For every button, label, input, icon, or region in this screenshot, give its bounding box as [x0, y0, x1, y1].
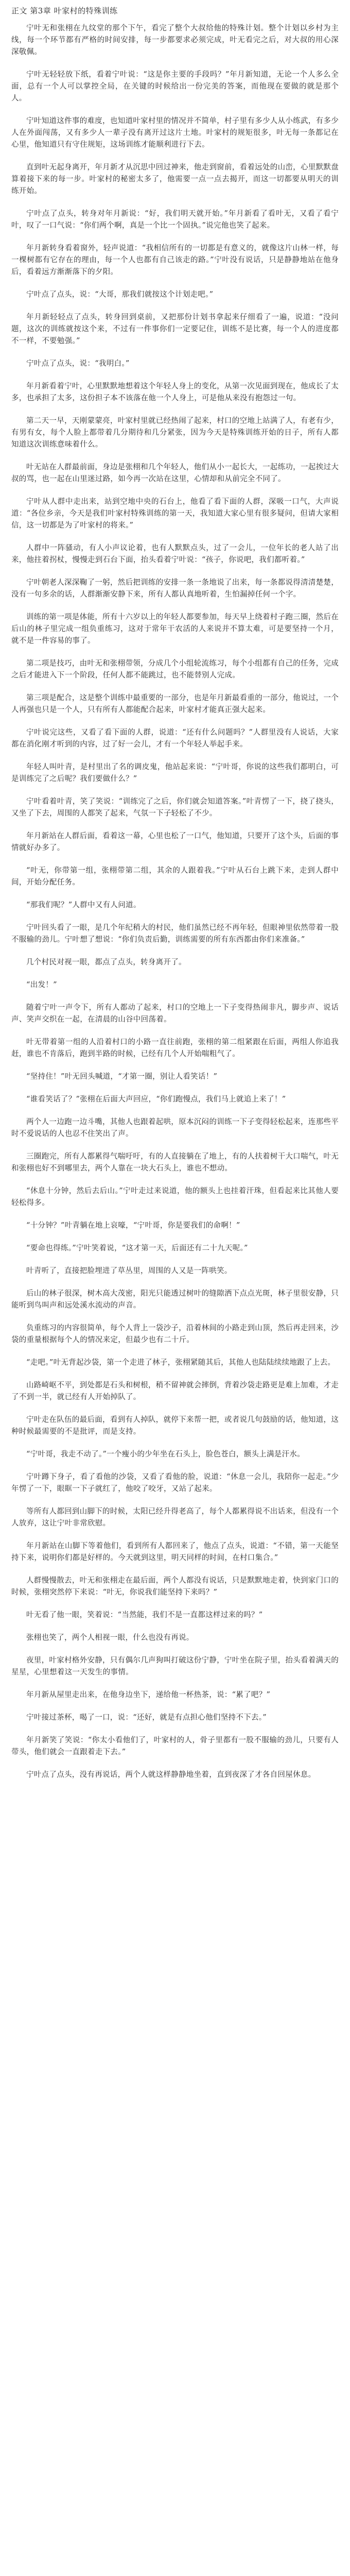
- paragraph: 宁叶从人群中走出来，站到空地中央的石台上，他看了看下面的人群，深吸一口气，大声说道：“各位乡亲，今天是我们叶家村特殊训练的第一天，我知道大家心里有很多疑问，但请大家相信，这一切都是为了叶家村的将来。”: [11, 498, 339, 530]
- paragraph: 宁叶接过茶杯，喝了一口，说：“还好，就是有点担心他们坚持不下去。”: [26, 1714, 267, 1722]
- paragraph: 宁叶点了点头，转身对年月新说：“好，我们明天就开始。”年月新看了看叶无，又看了看宁叶，叹了一口气说：“你们两个啊，真是一个比一个固执。”说完他也笑了起来。: [11, 210, 339, 230]
- paragraph: “休息十分钟，然后去后山。”宁叶走过来说道，他的额头上也挂着汗珠，但看起来比其他人要轻松得多。: [11, 1187, 339, 1207]
- paragraph: 叶无带着第一组的人沿着村口的小路一直往前跑，张栩的第二组紧跟在后面，两组人你追我赶，谁也不肯落后，跑到半路的时候，已经有几个人开始喘粗气了。: [11, 1038, 339, 1058]
- paragraph: 宁叶看着叶青，笑了笑说：“训练完了之后，你们就会知道答案。”叶青愣了一下，挠了挠头，又坐了下去，周围的人都笑了起来，气氛一下子轻松了不少。: [11, 798, 339, 818]
- paragraph: 等所有人都回到山脚下的时候，太阳已经升得老高了，每个人都累得说不出话来，但没有一个人放弃，这让宁叶非常欣慰。: [11, 1507, 339, 1528]
- paragraph: 三圈跑完，所有人都累得气喘吁吁，有的人直接躺在了地上，有的人扶着树干大口喘气，叶无和张栩也好不到哪里去，两个人靠在一块大石头上，谁也不想动。: [11, 1153, 339, 1173]
- paragraph: “宁叶哥，我走不动了。”一个瘦小的少年坐在石头上，脸色苍白，额头上满是汗水。: [26, 1450, 305, 1459]
- paragraph: “坚持住！”叶无回头喊道，“才第一圈，别让人看笑话！”: [26, 1073, 218, 1081]
- paragraph: 年月新站在人群后面，看着这一幕，心里也松了一口气，他知道，只要开了这个头，后面的事情就好办多了。: [11, 832, 339, 852]
- paragraph: 宁叶说完这些，又看了看下面的人群，说道：“还有什么问题吗？”人群里没有人说话，大家都在消化刚才听到的内容，过了好一会儿，才有一个年轻人举起手来。: [11, 728, 339, 749]
- paragraph: 直到叶无起身离开，年月新才从沉思中回过神来，他走到窗前，看着远处的山峦，心里默默盘算着接下来的每一步。叶家村的秘密太多了，他需要一点一点去揭开，而这一切都要从明天的训练开始。: [11, 163, 339, 195]
- paragraph: 年月新看着宁叶，心里默默地想着这个年轻人身上的变化，从第一次见面到现在，他成长了太多，也承担了太多，这份担子本不该落在他一个人身上，可是他从来没有抱怨过一句。: [11, 382, 339, 402]
- paragraph: 年月新从屋里走出来，在他身边坐下，递给他一杯热茶，说：“累了吧？”: [26, 1691, 271, 1699]
- paragraph: 负重练习的内容很简单，每个人背上一袋沙子，沿着林间的小路走到山顶，然后再走回来，沙袋的重量根据每个人的情况来定，但最少也有二十斤。: [11, 1324, 339, 1344]
- paragraph: 宁叶无轻轻放下纸，看着宁叶说：“这是你主要的手段吗？”年月新知道，无论一个人多么全面，总有一个人可以掌控全局，在关键的时候给出一份完美的答案，而他现在要做的就是那个人。: [11, 71, 339, 103]
- paragraph: 几个村民对视一眼，都点了点头，转身离开了。: [26, 958, 186, 967]
- paragraph: 宁叶点了点头，说：“我明白。”: [26, 360, 130, 368]
- paragraph: 第二天一早，天刚蒙蒙亮，叶家村里就已经热闹了起来，村口的空地上站满了人，有老有少，有男有女，每个人脸上都带着几分期待和几分紧张，因为今天是特殊训练开始的日子，所有人都知道这次训练意味着什么。: [11, 417, 339, 449]
- paragraph: 年月新站在山脚下等着他们，看到所有人都回来了，他点了点头，说道：“不错，第一天能坚持下来，说明你们都是好样的。今天就到这里，明天同样的时间，在村口集合。”: [11, 1542, 339, 1562]
- paragraph: 叶青听了，直接把脸埋进了草丛里，周围的人又是一阵哄笑。: [26, 1267, 232, 1275]
- paragraph: 宁叶知道这件事的难度，也知道叶家村里的情况并不简单，村子里有多少人从小练武，有多少人在外面闯荡，又有多少人一辈子没有离开过这片土地。叶家村的规矩很多，叶无每一条都记在心里，他知道只有守住规矩，这场训练才能顺利进行下去。: [11, 117, 339, 149]
- paragraph: 后山的林子很深，树木高大茂密，阳光只能透过树叶的缝隙洒下点点光斑，林子里很安静，只能听到鸟叫声和远处溪水流动的声音。: [11, 1290, 339, 1310]
- paragraph: 年轻人叫叶青，是村里出了名的调皮鬼，他站起来说：“宁叶哥，你说的这些我们都明白，可是训练完了之后呢？我们要做什么？”: [11, 763, 339, 783]
- paragraph: 第三项是配合，这是整个训练中最重要的一部分，也是年月新最看重的一部分，他说过，一个人再强也只是一个人，只有所有人都能配合起来，叶家村才能真正强大起来。: [11, 694, 339, 714]
- paragraph: “出发！”: [26, 981, 57, 989]
- paragraph: “走吧。”叶无背起沙袋，第一个走进了林子，张栩紧随其后，其他人也陆陆续续地跟了上去。: [26, 1359, 336, 1367]
- paragraph: 宁叶走在队伍的最后面，看到有人掉队，就停下来帮一把，或者说几句鼓励的话，他知道，这种时候最需要的不是批评，而是支持。: [11, 1416, 339, 1436]
- paragraph: 年月新转身看着窗外，轻声说道：“我相信所有的一切都是有意义的，就像这片山林一样，每一棵树都有它存在的理由，每一个人也都有自己该走的路。”宁叶没有说话，只是静静地站在他身后，看着远方渐渐落下的夕阳。: [11, 244, 339, 276]
- paragraph: 叶无站在人群最前面，身边是张栩和几个年轻人，他们从小一起长大，一起练功，一起挨过大叔的骂，也一起在山里迷过路，如今再一次站在这里，心情却和从前完全不同了。: [11, 463, 339, 483]
- paragraph: 人群慢慢散去，叶无和张栩走在最后面，两个人都没有说话，只是默默地走着，快到家门口的时候，张栩突然停下来说：“叶无，你说我们能坚持下来吗？”: [11, 1577, 339, 1597]
- paragraph: 随着宁叶一声令下，所有人都动了起来，村口的空地上一下子变得热闹非凡，脚步声、说话声、笑声交织在一起，在清晨的山谷中回荡着。: [11, 1004, 339, 1024]
- chapter-title: 正文 第3章 叶家村的特殊训练: [11, 6, 118, 15]
- paragraph: “谁看笑话了？”张栩在后面大声回应，“你们跑慢点，我们马上就追上来了！”: [26, 1095, 286, 1104]
- paragraph: “十分钟？”叶青躺在地上哀嚎，“宁叶哥，你是要我们的命啊！”: [26, 1222, 240, 1230]
- paragraph: 张栩也笑了，两个人相视一眼，什么也没有再说。: [26, 1634, 194, 1642]
- paragraph: 叶无看了他一眼，笑着说：“当然能，我们不是一直都这样过来的吗？”: [26, 1611, 263, 1619]
- paragraph: 宁叶朝老人深深鞠了一躬，然后把训练的安排一条一条地说了出来，每一条都说得清清楚楚，没有一句多余的话，人群渐渐安静下来，所有人都认真地听着，生怕漏掉任何一个字。: [11, 579, 339, 599]
- paragraph: 人群中一阵骚动，有人小声议论着，也有人默默点头，过了一会儿，一位年长的老人站了出来，他拄着拐杖，慢慢走到石台下面，抬头看着宁叶说：“孩子，你说吧，我们都听着。”: [11, 544, 339, 564]
- paragraph: “那我们呢？”人群中又有人问道。: [26, 901, 141, 909]
- paragraph: 训练的第一项是体能，所有十六岁以上的年轻人都要参加，每天早上绕着村子跑三圈，然后在后山的林子里完成一组负重练习，这对于常年干农活的人来说并不算太难，可是要坚持一个月，就不是一件容易的事了。: [11, 613, 339, 645]
- paragraph: 年月新轻轻点了点头，转身回到桌前，又把那份计划书拿起来仔细看了一遍，说道：“没问题，这次的训练就按这个来，不过有一件事你们一定要记住，训练不是比赛，每一个人的进度都不一样，不要勉强。”: [11, 313, 339, 345]
- paragraph: “要命也得练。”宁叶笑着说，“这才第一天，后面还有二十九天呢。”: [26, 1244, 248, 1252]
- paragraph: 山路崎岖不平，到处都是石头和树根，稍不留神就会摔倒，背着沙袋走路更是难上加难，才走了不到一半，就已经有人开始掉队了。: [11, 1381, 339, 1401]
- paragraph: 宁叶无和张栩在九纹堂的那个下午，看完了整个大叔给他的特殊计划。整个计划以乡村为主线，每一个环节都有严格的时间安排，每一步都要求必须完成，叶无看完之后，对大叔的用心深深敬佩。: [11, 24, 339, 56]
- paragraph: 宁叶回头看了一眼，是几个年纪稍大的村民，他们虽然已经不再年轻，但眼神里依然带着一股不服输的劲儿。宁叶想了想说：“你们负责后勤，训练需要的所有东西都由你们来准备。”: [11, 924, 339, 944]
- paragraph: 第二项是技巧，由叶无和张栩带领，分成几个小组轮流练习，每个小组都有自己的任务，完成之后才能进入下一个阶段，任何人都不能跳过，也不能替别人完成。: [11, 659, 339, 680]
- paragraph: 夜里，叶家村格外安静，只有偶尔几声狗叫打破这份宁静，宁叶坐在院子里，抬头看着满天的星星，心里想着这一天发生的事情。: [11, 1656, 339, 1676]
- paragraph: 年月新笑了笑说：“你太小看他们了，叶家村的人，骨子里都有一股不服输的劲儿，只要有人带头，他们就会一直跟着走下去。”: [11, 1736, 339, 1756]
- article-body: [11, 23, 339, 1781]
- paragraph: “叶无，你带第一组，张栩带第二组，其余的人跟着我。”宁叶从石台上跳下来，走到人群中间，开始分配任务。: [11, 867, 339, 887]
- paragraph: 宁叶蹲下身子，看了看他的沙袋，又看了看他的脸，说道：“休息一会儿，我陪你一起走。”少年愣了一下，眼眶一下子就红了，他咬了咬牙，又站了起来。: [11, 1473, 339, 1493]
- paragraph: 宁叶点了点头，没有再说话，两个人就这样静静地坐着，直到夜深了才各自回屋休息。: [26, 1771, 316, 1779]
- paragraph: 宁叶点了点头，说：“大哥，那我们就按这个计划走吧。”: [26, 291, 214, 299]
- paragraph: 两个人一边跑一边斗嘴，其他人也跟着起哄，原本沉闷的训练一下子变得轻松起来，连那些平时不爱说话的人也忍不住笑出了声。: [11, 1118, 339, 1138]
